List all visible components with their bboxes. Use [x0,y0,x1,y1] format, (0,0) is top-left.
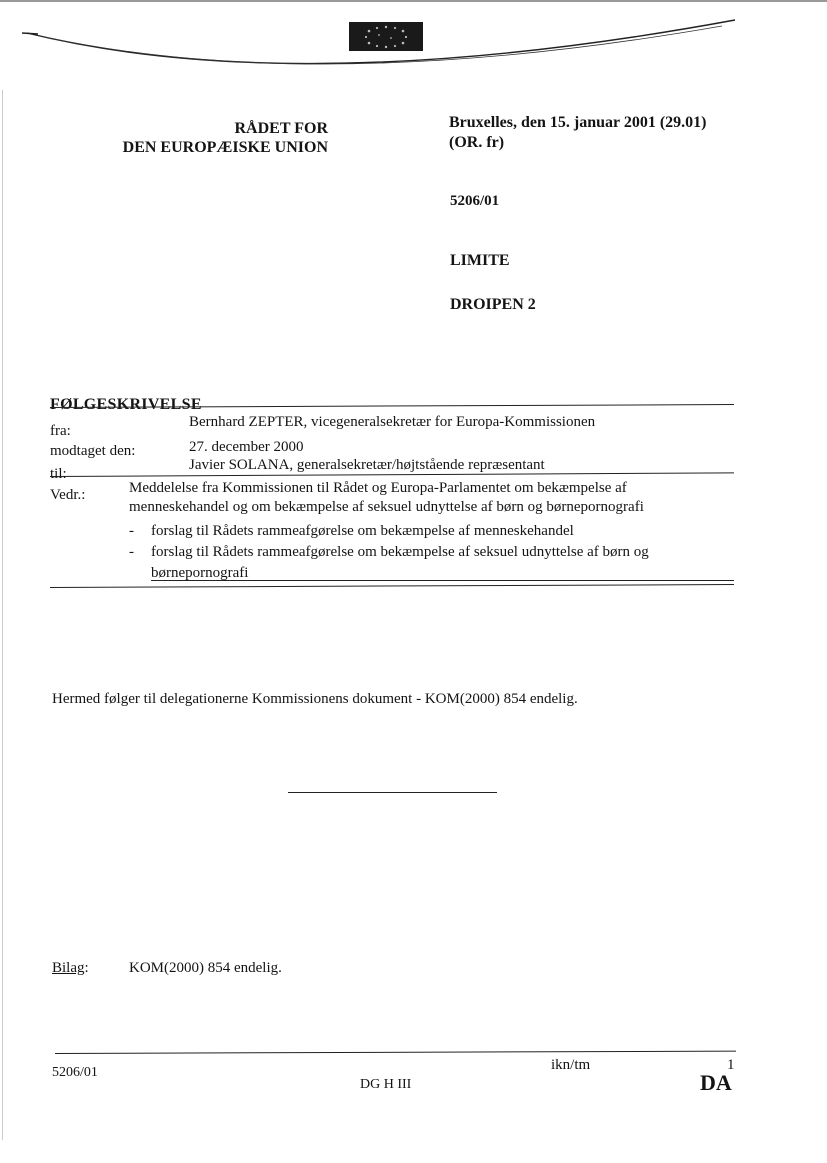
bullet-2-continuation: børnepornografi [151,565,249,581]
bullet-marker: - [129,544,134,560]
to-value: Javier SOLANA, generalsekretær/højtstående repræsentant [189,457,545,473]
footer-page-number: 1 [727,1057,735,1073]
classification: LIMITE [450,252,510,269]
document-number: 5206/01 [450,193,500,209]
received-label: modtaget den: [50,443,136,459]
interinstitutional-code: DROIPEN 2 [450,296,536,313]
footer-initials: ikn/tm [551,1057,591,1073]
bullet-2 [129,543,649,561]
rule-bottom-1 [151,580,734,581]
received-value: 27. december 2000 [189,439,304,455]
body-text: Hermed følger til delegationerne Kommissionens dokument - KOM(2000) 854 endelig. [52,691,578,707]
footer-rule [55,1051,736,1054]
scan-edge-line [2,90,3,1140]
bullet-marker: - [129,523,134,539]
footer-language: DA [700,1070,732,1095]
annex-label-colon: : [84,960,89,976]
org-name-line1: RÅDET FOR [234,120,328,137]
place-date: Bruxelles, den 15. januar 2001 (29.01) [449,114,707,131]
original-language: (OR. fr) [449,134,505,151]
org-name-line2: DEN EUROPÆISKE UNION [122,139,328,156]
subject-label: Vedr.: [50,487,86,503]
annex-label-text: Bilag [52,960,85,976]
bullet-2-text: forslag til Rådets rammeafgørelse om bekæmpelse af seksuel udnyttelse af børn og [151,544,649,560]
annex-value: KOM(2000) 854 endelig. [129,960,282,976]
bullet-1-text: forslag til Rådets rammeafgørelse om bekæmpelse af menneskehandel [151,523,574,539]
rule-bottom-2 [50,584,734,588]
cover-note-title: FØLGESKRIVELSE [50,396,202,413]
from-label: fra: [50,423,71,439]
annex-label [52,959,89,977]
footer-dg: DG H III [360,1077,412,1092]
eu-flag-icon [349,22,423,51]
subject-line2: menneskehandel og om bekæmpelse af seksuel udnyttelse af børn og børnepornografi [129,499,644,515]
separator-line [288,792,497,793]
subject-line1: Meddelelse fra Kommissionen til Rådet og Europa-Parlamentet om bekæmpelse af [129,480,627,496]
to-label: til: [50,466,67,482]
from-value: Bernhard ZEPTER, vicegeneralsekretær for Europa-Kommissionen [189,414,596,430]
footer-doc-number: 5206/01 [52,1065,98,1080]
bullet-1 [129,522,574,540]
